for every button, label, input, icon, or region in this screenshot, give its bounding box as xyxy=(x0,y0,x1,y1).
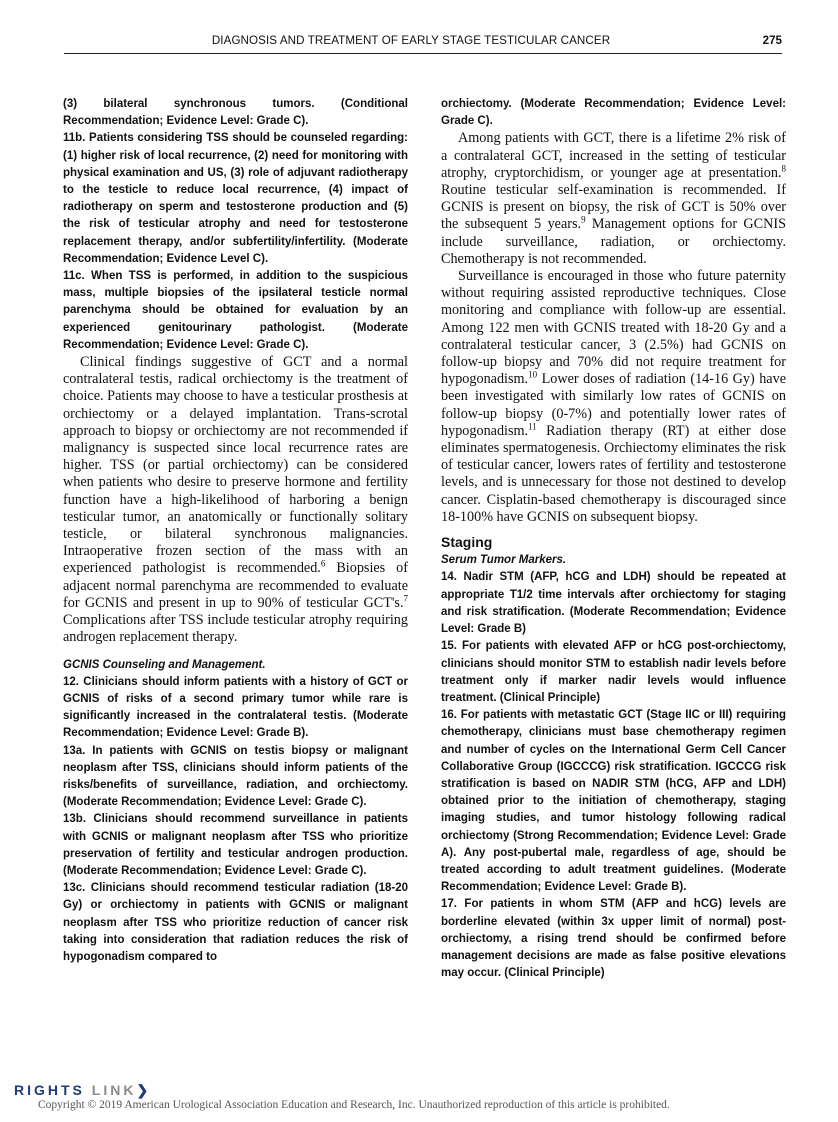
subheading-serum-tumor-markers: Serum Tumor Markers. xyxy=(441,554,567,567)
logo-rights-text: RIGHTS xyxy=(14,1082,85,1098)
recommendation-13b: 13b. Clinicians should recommend surveillance in patients with GCNIS or malignant neoplasm after TSS who prioritize preservation of fertility and testicular androgen production. (Moderate Recommendation; Evidence Level: Grade C). xyxy=(63,813,408,877)
body-paragraph-clinical-findings: Clinical findings suggestive of GCT and a normal contralateral testis, radical orchiectomy is the treatment of choice. Patients may choose to have a testicular prosthesis at orchiectomy or a delayed implantation. Trans-scrotal approach to biopsy or orchiectomy are not recommended if malignancy is suspected since local recurrence rates are higher. TSS (or partial orchiectomy) can be considered when patients who desire to preserve hormone and fertility function have a high-likelihood of harboring a benign testicular tumor, an anatomically or functionally solitary testicle, or bilateral synchronous malignancies. Intraoperative frozen section of the mass with an experienced pathologist is recommended.$^6$ Biopsies of adjacent normal parenchyma are recommended to evaluate for GCNIS and present in up to 90% of testicular GCT's.$^7$ Complications after TSS include testicular atrophy requiring androgen replacement therapy. xyxy=(63,354,408,646)
chevron-right-icon: ❯ xyxy=(136,1082,152,1098)
left-column xyxy=(63,96,408,966)
subheading-gcnis: GCNIS Counseling and Management. xyxy=(63,658,266,671)
citation-ref[interactable]: 8 xyxy=(781,163,786,174)
section-heading-staging: Staging xyxy=(441,534,493,551)
recommendation-13c-end: orchiectomy. (Moderate Recommendation; Evidence Level: Grade C). xyxy=(441,98,786,128)
recommendation-11b: 11b. Patients considering TSS should be counseled regarding: (1) higher risk of local recurrence, (2) need for monitoring with physical examination and US, (3) role of adjuvant radiotherapy to the testicle to reduce local recurrence, (4) impact of radiotherapy on sperm and testosterone production and (5) the risk of testicular atrophy and need for testosterone replacement therapy, and/or subfertility/infertility. (Moderate Recommendation; Evidence Level C). xyxy=(63,132,408,265)
citation-ref[interactable]: 7 xyxy=(403,593,408,604)
logo-link-text: LINK xyxy=(91,1082,137,1098)
recommendation-11c: 11c. When TSS is performed, in addition to the suspicious mass, multiple biopsies of the ipsilateral testicle normal parenchyma should be obtained for evaluation by an experienced genitourinary pathologist. (Moderate Recommendation; Evidence Level: Grade C). xyxy=(63,270,408,351)
citation-ref[interactable]: 6 xyxy=(320,558,326,569)
body-paragraph-contralateral-risk: Among patients with GCT, there is a lifetime 2% risk of a contralateral GCT, increased in the setting of testicular atrophy, cryptorchidism, or younger age at presentation.$^8$ Routine testicular self-examination is recommended. If GCNIS is present on biopsy, the risk of GCT is 50% over the subsequent 5 years.$^9$ Management options for GCNIS include surveillance, radiation, or orchiectomy. Chemotherapy is not recommended. xyxy=(441,130,786,267)
recommendation-13a: 13a. In patients with GCNIS on testis biopsy or malignant neoplasm after TSS, clinicians should inform patients of the risks/benefits of surveillance, radiation, and orchiectomy. (Moderate Recommendation; Evidence Level: Grade C). xyxy=(63,744,408,809)
citation-ref[interactable]: 10 xyxy=(528,369,538,380)
rightslink-logo[interactable] xyxy=(14,1082,151,1100)
recommendation-15: 15. For patients with elevated AFP or hCG post-orchiectomy, clinicians should monitor STM to establish nadir levels before treatment only if marker nadir levels would influence treatment. (Clinical Principle) xyxy=(441,640,786,704)
citation-ref[interactable]: 9 xyxy=(581,214,586,225)
recommendation-17: 17. For patients in whom STM (AFP and hCG) levels are borderline elevated (within 3x upper limit of normal) post-orchiectomy, a rising trend should be confirmed before management decisions are made as false positive elevations may occur. (Clinical Principle) xyxy=(441,898,786,980)
running-title: DIAGNOSIS AND TREATMENT OF EARLY STAGE TESTICULAR CANCER xyxy=(211,34,611,47)
page-number: 275 xyxy=(762,34,782,47)
recommendation-16: 16. For patients with metastatic GCT (Stage IIC or III) requiring chemotherapy, clinicians must base chemotherapy regimen and number of cycles on the International Germ Cell Cancer Collaborative Group (IGCCCG) risk stratification. IGCCCG risk stratification is based on NADIR STM (hCG, AFP and LDH) obtained prior to the initiation of chemotherapy, staging imaging studies, and tumor histology following radical orchiectomy (Strong Recommendation; Evidence Level: Grade A). Any post-pubertal male, regardless of age, should be treated according to adult treatment guidelines. (Moderate Recommendation; Evidence Level: Grade B). xyxy=(441,709,786,894)
right-column xyxy=(441,96,786,982)
recommendation-11a-end: (3) bilateral synchronous tumors. (Conditional Recommendation; Evidence Level: Grade C). xyxy=(63,98,408,128)
citation-ref[interactable]: 11 xyxy=(528,421,537,432)
recommendation-13c: 13c. Clinicians should recommend testicular radiation (18-20 Gy) or orchiectomy in patients with GCNIS or malignant neoplasm after TSS who prioritize reduction of cancer risk taking into consideration that radiation reduces the risk of hypogonadism compared to xyxy=(63,882,408,963)
recommendation-12: 12. Clinicians should inform patients with a history of GCT or GCNIS of risks of a second primary tumor while rare is significantly increased in the contralateral testis. (Moderate Recommendation; Evidence Level: Grade B). xyxy=(63,675,408,740)
body-paragraph-surveillance: Surveillance is encouraged in those who future paternity without requiring assisted reproductive techniques. Close monitoring and compliance with follow-up are essential. Among 122 men with GCNIS treated with 18-20 Gy and a contralateral testicular cancer, 3 (2.5%) had GCNIS on follow-up biopsy and 70% did not require treatment for hypogonadism.$^{10}$ Lower doses of radiation (14-16 Gy) have been investigated with similarly low rates of GCNIS on follow-up biopsy (0-7%) and potentially lower rates of hypogonadism.$^{11}$ Radiation therapy (RT) at either dose eliminates spermatogenesis. Orchiectomy eliminates the risk of testicular cancer, lowers rates of fertility and testosterone levels, and is unnecessary for those not destined to develop cancer. Cisplatin-based chemotherapy is discouraged since 18-100% have GCNIS on subsequent biopsy. xyxy=(441,268,786,525)
copyright-notice: Copyright © 2019 American Urological Association Education and Research, Inc. Unauthorized reproduction of this article is prohibited. xyxy=(38,1099,670,1111)
header-rule xyxy=(64,53,782,54)
running-header xyxy=(64,34,782,52)
recommendation-14: 14. Nadir STM (AFP, hCG and LDH) should be repeated at appropriate T1/2 time intervals after orchiectomy for staging and risk stratification. (Moderate Recommendation; Evidence Level: Grade B) xyxy=(441,571,786,636)
